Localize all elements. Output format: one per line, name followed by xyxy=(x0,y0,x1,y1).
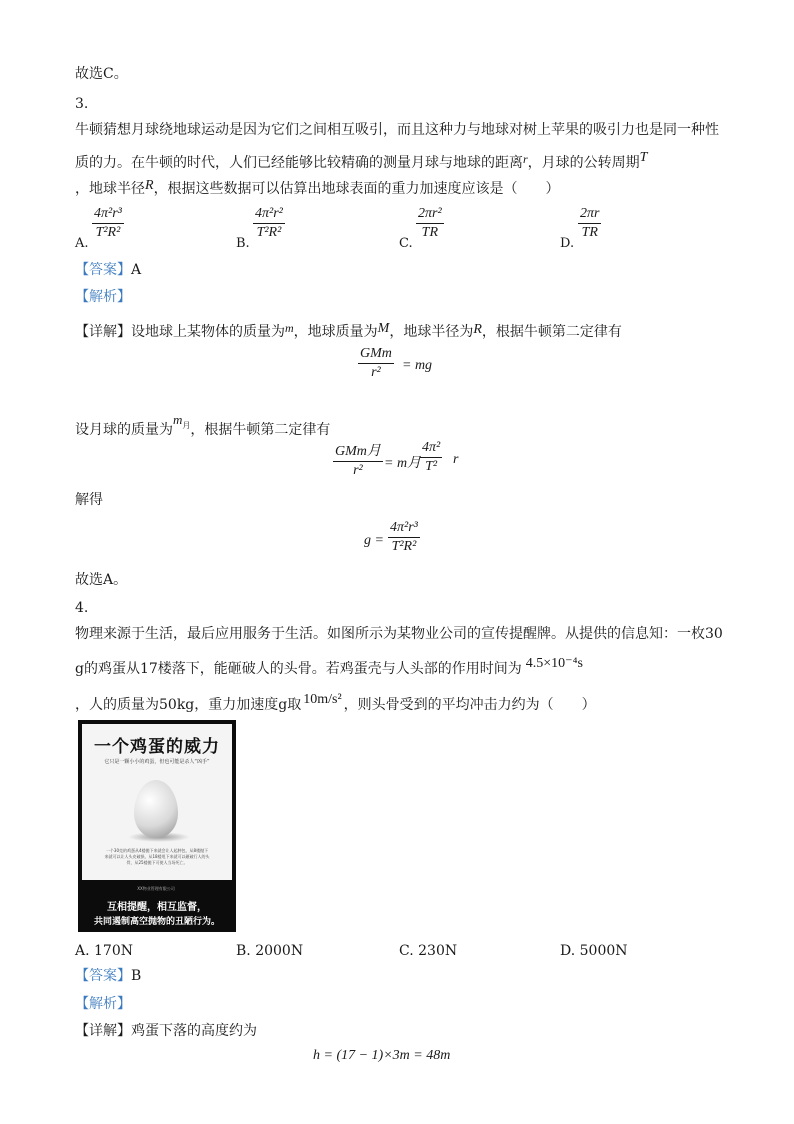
q3-option-b-den: T²R² xyxy=(256,225,282,240)
q3-option-c-num: 2πr² xyxy=(418,206,442,221)
q3-stem-line3-text-b: ，根据这些数据可以估算出地球表面的重力加速度应该是（ ） xyxy=(153,181,560,197)
q3-eq3-fraction xyxy=(388,520,420,555)
q3-var-m: m xyxy=(285,321,294,335)
q4-answer-value: B xyxy=(131,968,142,984)
q4-option-c-letter: C. xyxy=(399,943,414,959)
q3-moon-a: 设月球的质量为 xyxy=(75,422,173,438)
q3-answer-value: A xyxy=(131,262,142,278)
q3-eq2-fraction-left xyxy=(333,440,383,479)
q3-conclusion: 故选A。 xyxy=(75,572,128,588)
q3-stem-line2-text: 质的力。在牛顿的时代，人们已经能够比较精确的测量月球与地球的距离 xyxy=(75,155,523,171)
q3-option-a-fraction xyxy=(92,206,124,241)
q4-stem-line1: 物理来源于生活，最后应用服务于生活。如图所示为某物业公司的宣传提醒牌。从提供的信息知：一枚30 xyxy=(75,626,723,642)
q3-option-a-num: 4π²r³ xyxy=(94,206,122,221)
q3-stem-line1: 牛顿猜想月球绕地球运动是因为它们之间相互吸引，而且这种力与地球对树上苹果的吸引力也是同一种性 xyxy=(75,122,719,138)
poster-title: 一个鸡蛋的威力 xyxy=(94,737,220,757)
q3-answer xyxy=(75,260,141,280)
poster-subtitle: 它只是一颗小小的鸡蛋，但也可能是杀人“凶手” xyxy=(104,759,210,765)
q4-stem-line2 xyxy=(75,654,583,679)
q3-var-r: r xyxy=(523,152,528,166)
q3-option-c-letter: C. xyxy=(399,236,413,251)
q4-option-c xyxy=(399,941,457,961)
q3-moon-sub: 月 xyxy=(182,421,191,430)
q4-option-c-text: 230N xyxy=(418,943,458,959)
egg-warning-poster xyxy=(78,720,236,932)
q4-stem-line3 xyxy=(75,690,596,715)
q3-eq1-den: r² xyxy=(371,365,381,380)
q3-eq3-lhs: g = xyxy=(364,533,384,548)
q4-option-d-text: 5000N xyxy=(579,943,628,959)
q4-stem-line3-text-b: ，则头骨受到的平均冲击力约为（ ） xyxy=(343,697,596,713)
q4-number: 4. xyxy=(75,600,89,616)
q4-eq-h: h = (17 − 1)×3m = 48m xyxy=(313,1048,451,1063)
poster-logo: XX物业管理有限公司 xyxy=(137,886,175,891)
q4-option-a xyxy=(75,941,133,961)
q4-analysis-tag xyxy=(75,994,131,1014)
q3-option-b-letter: B. xyxy=(236,236,250,251)
q3-stem-line2 xyxy=(75,148,647,173)
q4-option-a-text: 170N xyxy=(94,943,133,959)
q3-eq1-num: GMm xyxy=(360,346,392,361)
prev-conclusion: 故选C。 xyxy=(75,66,128,82)
q3-detail xyxy=(75,318,622,342)
q3-eq2-fraction-right xyxy=(420,440,442,475)
q4-analysis-tag-text: 【解析】 xyxy=(75,996,131,1012)
q3-number: 3. xyxy=(75,96,89,112)
q3-detail-tag: 【详解】 xyxy=(75,324,131,340)
q3-eq2-num2: 4π² xyxy=(422,440,441,455)
q4-option-a-letter: A. xyxy=(75,943,90,959)
q3-eq2-tail: r xyxy=(453,452,459,467)
q3-option-d-num: 2πr xyxy=(580,206,600,221)
q4-answer xyxy=(75,966,141,986)
q4-stem-line2-text: g的鸡蛋从17楼落下，能砸破人的头骨。若鸡蛋壳与人头部的作用时间为 xyxy=(75,661,522,677)
q3-stem-line3-text: ，地球半径 xyxy=(75,181,145,197)
q3-detail-b: ，地球质量为 xyxy=(293,324,378,340)
q4-stem-line3-text: ，人的质量为50kg，重力加速度g取 xyxy=(75,697,302,713)
q3-detail-d: ，根据牛顿第二定律有 xyxy=(481,324,622,340)
q3-option-c-fraction xyxy=(416,206,444,241)
q3-option-b-num: 4π²r² xyxy=(255,206,283,221)
q3-stem-line2-text-b: ，月球的公转周期 xyxy=(527,155,640,171)
q3-eq2-den: r² xyxy=(353,463,363,478)
q3-detail-c: ，地球半径为 xyxy=(389,324,474,340)
q4-option-b-text: 2000N xyxy=(255,943,304,959)
poster-slogan-1: 互相提醒，相互监督， xyxy=(107,902,207,913)
q4-option-d-letter: D. xyxy=(560,943,576,959)
q3-eq3-num: 4π²r³ xyxy=(390,520,418,535)
q3-eq1-rhs: = mg xyxy=(402,358,433,373)
q4-detail xyxy=(75,1021,257,1041)
q3-stem-line3 xyxy=(75,176,560,199)
poster-top-panel xyxy=(82,724,232,880)
q3-moon-var: m xyxy=(173,412,183,427)
q4-detail-tag: 【详解】 xyxy=(75,1023,131,1039)
q4-time-value: 4.5×10⁻⁴s xyxy=(525,656,583,671)
q4-detail-text: 鸡蛋下落的高度约为 xyxy=(131,1023,257,1039)
q3-answer-tag: 【答案】 xyxy=(75,262,131,278)
q3-moon-b: ，根据牛顿第二定律有 xyxy=(190,422,331,438)
q3-solve: 解得 xyxy=(75,492,103,508)
q3-option-d-den: TR xyxy=(581,225,598,240)
q3-eq2-mid: = m月 xyxy=(384,456,422,471)
q3-eq2-den2: T² xyxy=(425,459,438,474)
q3-var-R: R xyxy=(145,178,154,193)
q3-option-d-letter: D. xyxy=(560,236,575,251)
q3-var-R2: R xyxy=(473,322,482,337)
egg-icon xyxy=(134,780,178,838)
q3-eq3-den: T²R² xyxy=(391,539,417,554)
q3-detail-a: 设地球上某物体的质量为 xyxy=(131,324,285,340)
q3-option-a-letter: A. xyxy=(75,236,89,251)
q3-option-a-den: T²R² xyxy=(95,225,121,240)
q3-analysis-tag xyxy=(75,287,131,307)
q3-analysis-tag-text: 【解析】 xyxy=(75,289,131,305)
q4-answer-tag: 【答案】 xyxy=(75,968,131,984)
q3-moon-line xyxy=(75,410,330,440)
q3-option-d-fraction xyxy=(578,206,601,241)
q3-var-T: T xyxy=(639,150,648,165)
q3-option-b-fraction xyxy=(253,206,285,241)
q4-option-b-letter: B. xyxy=(236,943,251,959)
q4-g-value: 10m/s² xyxy=(303,692,342,707)
poster-slogan-2: 共同遏制高空抛物的丑陋行为。 xyxy=(93,917,220,927)
q3-option-c-den: TR xyxy=(421,225,438,240)
poster-body: 一个30克的鸡蛋从4楼抛下来就会让人起肿包，从8楼抛下来就可以让人头皮破损，从18楼甩下来就可以砸破行人的头骨，从25楼抛下可使人当场死亡。 xyxy=(104,848,210,865)
q4-option-b xyxy=(236,941,303,961)
q3-eq2-num: GMm月 xyxy=(335,444,381,459)
q4-option-d xyxy=(560,941,628,961)
q3-eq1-fraction xyxy=(358,346,394,381)
q3-var-M: M xyxy=(377,321,390,336)
